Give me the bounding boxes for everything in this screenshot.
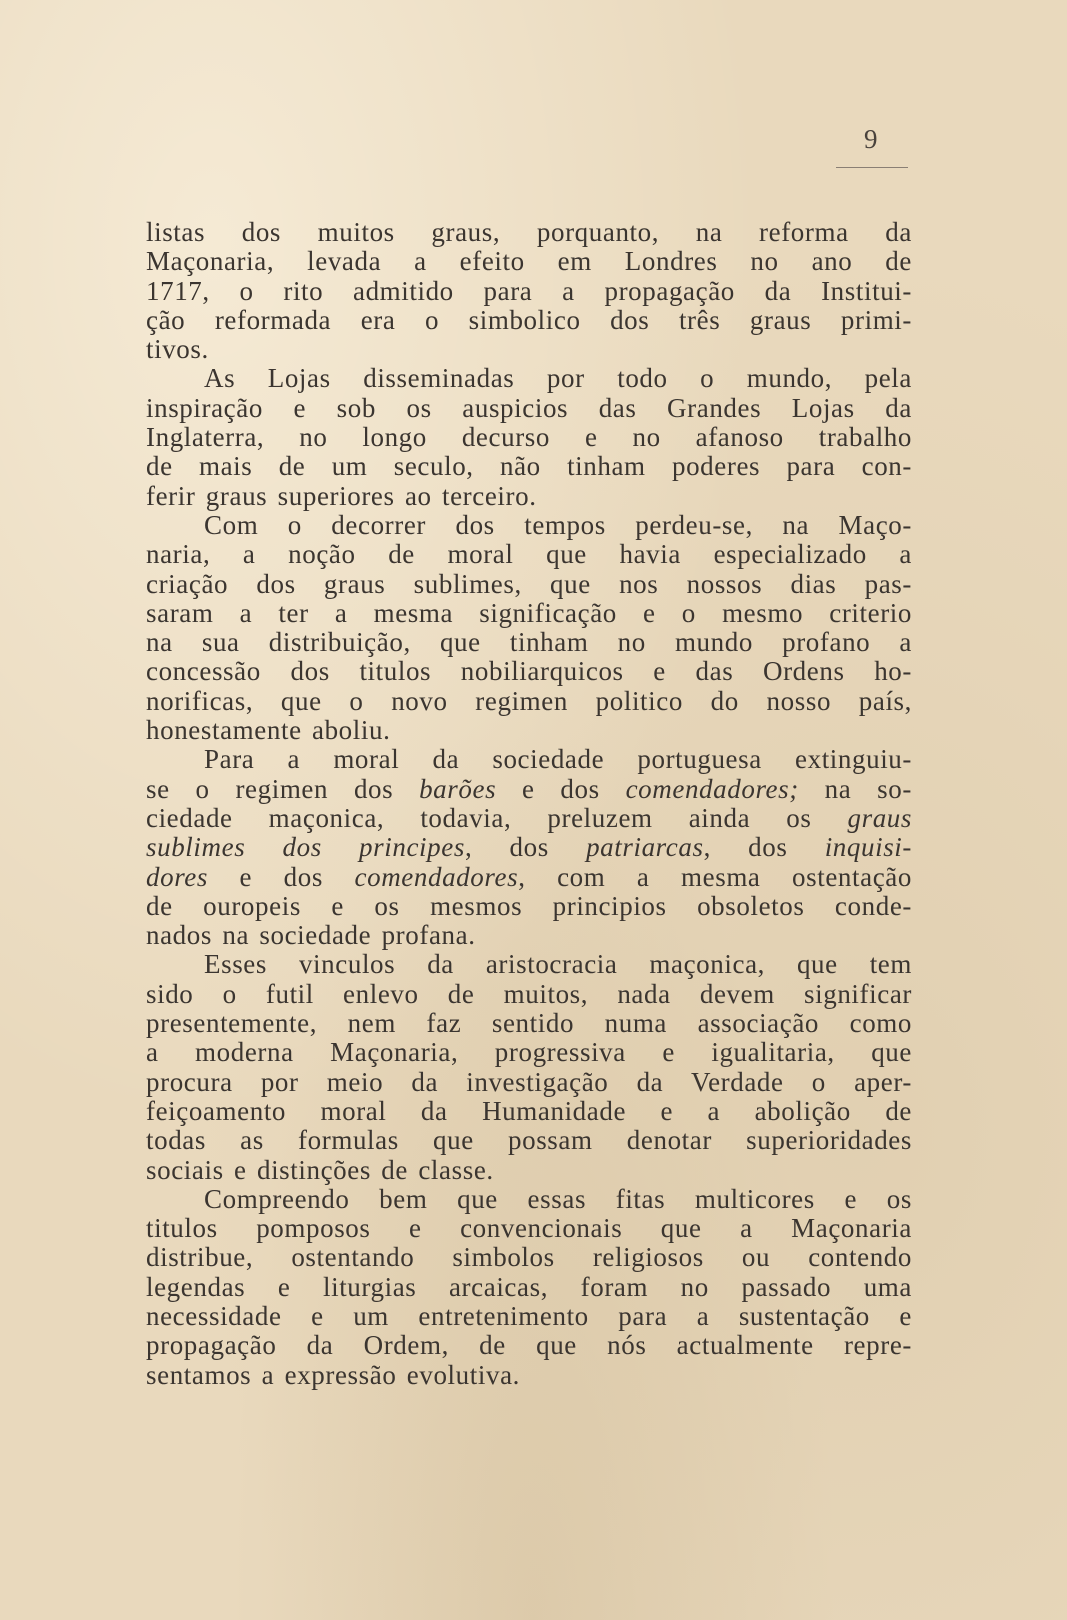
text-line: distribue, ostentando simbolos religiosos ou contendo — [146, 1242, 912, 1273]
text-segment: Para a moral da sociedade portuguesa extinguiu- — [204, 744, 912, 775]
text-line: necessidade e um entretenimento para a sustentação e — [146, 1300, 912, 1331]
text-line: Esses vinculos da aristocracia maçonica, que tem — [204, 949, 912, 980]
italic-segment: comendadores; — [625, 773, 799, 804]
text-line: Maçonaria, levada a efeito em Londres no ano de — [146, 246, 912, 277]
text-line — [146, 833, 912, 862]
italic-segment: comendadores — [354, 861, 519, 892]
italic-segment: graus — [847, 802, 912, 833]
italic-segment: sublimes dos principes — [146, 832, 465, 863]
text-segment: , com a mesma ostentação — [518, 861, 912, 892]
italic-segment: dores — [146, 861, 208, 892]
text-segment: se o regimen dos — [146, 773, 420, 804]
text-line: todas as formulas que possam denotar superioridades — [146, 1125, 912, 1156]
text-line: nados na sociedade profana. — [146, 920, 476, 951]
text-line: 1717, o rito admitido para a propagação da Institui- — [146, 275, 912, 306]
text-segment: na so- — [798, 773, 912, 804]
text-line: propagação da Ordem, de que nós actualmente repre- — [146, 1330, 912, 1361]
text-line: concessão dos titulos nobiliarquicos e das Ordens ho- — [146, 656, 912, 687]
text-line: criação dos graus sublimes, que nos nossos dias pas- — [146, 568, 912, 599]
text-segment: e dos — [208, 861, 355, 892]
text-line — [146, 804, 912, 833]
text-segment: e dos — [496, 773, 626, 804]
header-rule — [836, 167, 908, 168]
text-line: ferir graus superiores ao terceiro. — [146, 480, 537, 511]
text-line: na sua distribuição, que tinham no mundo profano a — [146, 627, 912, 658]
text-line: procura por meio da investigação da Verdade o aper- — [146, 1066, 912, 1097]
text-segment: , dos — [703, 832, 825, 863]
text-line: feiçoamento moral da Humanidade e a abolição de — [146, 1095, 912, 1126]
text-line — [146, 863, 912, 892]
text-line — [146, 745, 912, 774]
text-line: de mais de um seculo, não tinham poderes para con- — [146, 451, 912, 482]
text-segment: ciedade maçonica, todavia, preluzem ainda os — [146, 802, 848, 833]
page-number: 9 — [864, 124, 878, 154]
text-line — [146, 775, 912, 804]
text-line: honestamente aboliu. — [146, 715, 391, 746]
italic-segment: inquisi- — [824, 832, 912, 863]
text-line: sociais e distinções de classe. — [146, 1154, 494, 1185]
text-line: naria, a noção de moral que havia especializado a — [146, 539, 912, 570]
text-line: norificas, que o novo regimen politico do nosso país, — [146, 685, 912, 716]
text-line: sido o futil enlevo de muitos, nada devem significar — [146, 978, 912, 1009]
text-line: inspiração e sob os auspicios das Grandes Lojas da — [146, 392, 912, 423]
text-line: a moderna Maçonaria, progressiva e igualitaria, que — [146, 1037, 912, 1068]
text-line: Compreendo bem que essas fitas multicores e os — [204, 1183, 912, 1214]
text-line: de ouropeis e os mesmos principios obsoletos conde- — [146, 890, 912, 921]
text-line: presentemente, nem faz sentido numa associação como — [146, 1008, 912, 1039]
text-line: saram a ter a mesma significação e o mesmo criterio — [146, 597, 912, 628]
body-text — [146, 218, 912, 1390]
text-line: titulos pomposos e convencionais que a Maçonaria — [146, 1213, 912, 1244]
text-line: Com o decorrer dos tempos perdeu-se, na Maço- — [204, 509, 912, 540]
text-line: legendas e liturgias arcaicas, foram no passado uma — [146, 1271, 912, 1302]
text-line: ção reformada era o simbolico dos três graus primi- — [146, 304, 912, 335]
text-line: listas dos muitos graus, porquanto, na reforma da — [146, 217, 912, 247]
text-line: Inglaterra, no longo decurso e no afanoso trabalho — [146, 422, 912, 453]
italic-segment: patriarcas — [586, 832, 704, 863]
italic-segment: barões — [419, 773, 497, 804]
text-segment: , dos — [464, 832, 587, 863]
text-line: tivos. — [146, 334, 209, 365]
text-line: sentamos a expressão evolutiva. — [146, 1359, 520, 1390]
text-line: As Lojas disseminadas por todo o mundo, pela — [204, 363, 912, 394]
